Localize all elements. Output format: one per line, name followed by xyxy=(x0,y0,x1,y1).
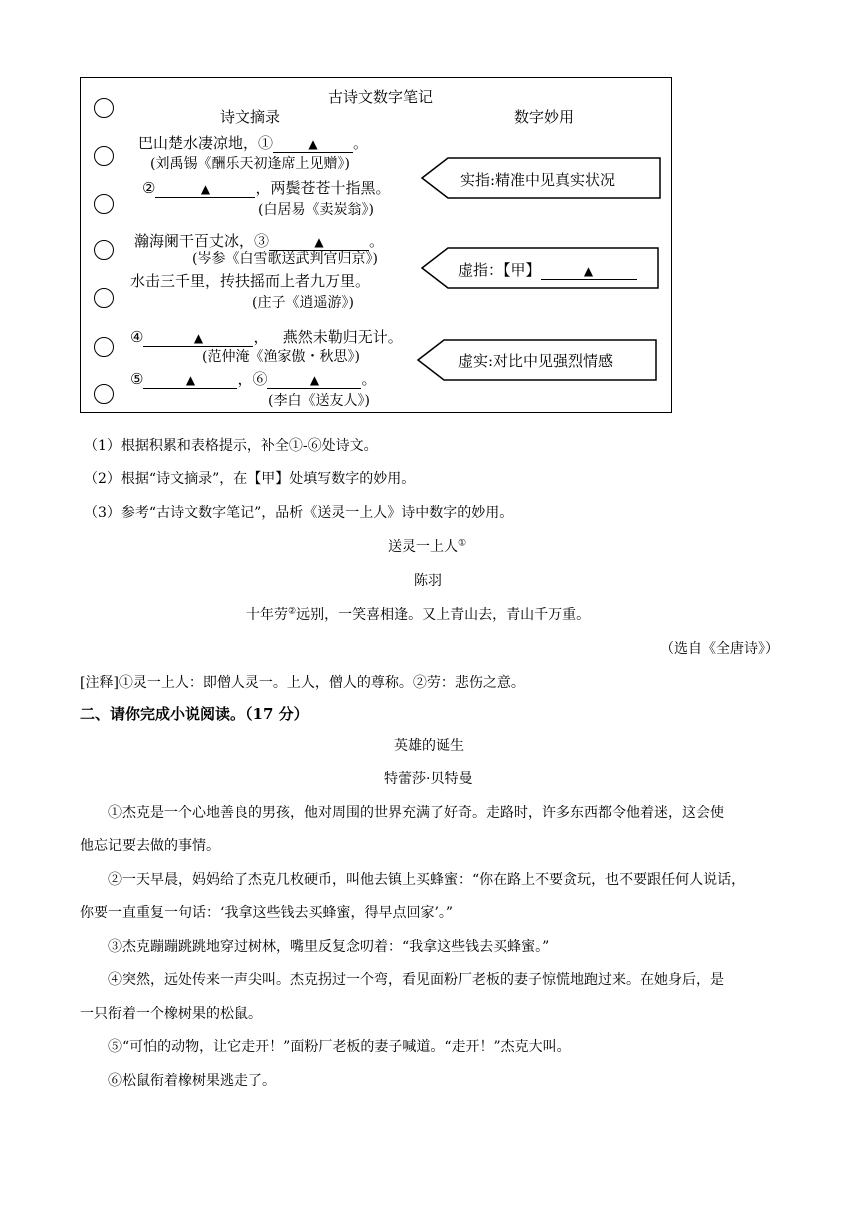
excerpt-line: ② ▲ ，两鬓苍苍十指黑。 xyxy=(142,179,391,197)
arrow-label-virtual: 虚指：【甲】 ▲ xyxy=(458,259,637,280)
poem-annotation: [注释]①灵一上人：即僧人灵一。上人，僧人的尊称。②劳：悲伤之意。 xyxy=(80,675,525,691)
question-2: （2）根据“诗文摘录”，在【甲】处填写数字的妙用。 xyxy=(84,471,416,487)
poem-author: 陈羽 xyxy=(414,573,442,589)
story-paragraph-2: ②一天早晨，妈妈给了杰克几枚硬币，叫他去镇上买蜂蜜：“你在路上不要贪玩，也不要跟任何人说话， xyxy=(108,872,746,888)
story-title: 英雄的诞生 xyxy=(394,738,464,754)
story-paragraph-3: ③杰克蹦蹦跳跳地穿过树林，嘴里反复念叨着：“我拿这些钱去买蜂蜜。” xyxy=(108,939,550,955)
section-heading: 二、请你完成小说阅读。（17 分） xyxy=(80,705,309,723)
excerpt-source: (岑参《白雪歌送武判官归京》) xyxy=(192,251,378,267)
excerpt-line: ④ ▲ ， 燕然未勒归无计。 xyxy=(130,328,403,346)
excerpt-source: (李白《送友人》) xyxy=(268,393,370,409)
excerpt-source: (庄子《逍遥游》) xyxy=(252,295,354,311)
story-paragraph-4: ④突然，远处传来一声尖叫。杰克拐过一个弯，看见面粉厂老板的妻子惊慌地跑过来。在她身后，是 xyxy=(108,972,724,988)
excerpt-line: 瀚海阑干百丈冰，③ ▲ 。 xyxy=(134,232,385,250)
poem-title: 送灵一上人① xyxy=(388,538,467,555)
arrow-box-shapes xyxy=(0,0,860,420)
excerpt-source: (范仲淹《渔家傲・秋思》) xyxy=(202,349,360,365)
story-paragraph-1: ①杰克是一个心地善良的男孩，他对周围的世界充满了好奇。走路时，许多东西都令他着迷，这会使 xyxy=(108,805,724,821)
col-left-header: 诗文摘录 xyxy=(220,108,281,126)
excerpt-line: ⑤ ▲ ，⑥ ▲ 。 xyxy=(130,370,377,388)
story-paragraph-4-cont: 一只衔着一个橡树果的松鼠。 xyxy=(80,1006,262,1022)
poem-body: 十年劳②远别，一笑喜相逢。又上青山去，青山千万重。 xyxy=(246,606,591,623)
col-right-header: 数字妙用 xyxy=(514,108,575,126)
arrow-label-real: 实指:精准中见真实状况 xyxy=(460,171,616,189)
story-paragraph-5: ⑤“可怕的动物，让它走开！”面粉厂老板的妻子喊道。“走开！”杰克大叫。 xyxy=(108,1039,571,1055)
story-paragraph-2-cont: 你要一直重复一句话：‘我拿这些钱去买蜂蜜，得早点回家’。” xyxy=(80,905,454,921)
poem-source: （选自《全唐诗》） xyxy=(660,641,779,657)
excerpt-source: (白居易《卖炭翁》) xyxy=(258,202,374,218)
excerpt-line: 巴山楚水凄凉地，① ▲ 。 xyxy=(138,134,369,152)
table-title: 古诗文数字笔记 xyxy=(328,88,434,106)
story-paragraph-1-cont: 他忘记要去做的事情。 xyxy=(80,838,220,854)
arrow-label-contrast: 虚实:对比中见强烈情感 xyxy=(458,352,614,370)
question-3: （3）参考“古诗文数字笔记”，品析《送灵一上人》诗中数字的妙用。 xyxy=(84,505,514,521)
excerpt-line: 水击三千里，抟扶摇而上者九万里。 xyxy=(130,272,371,290)
story-paragraph-6: ⑥松鼠衔着橡树果逃走了。 xyxy=(108,1073,276,1089)
excerpt-source: (刘禹锡《酬乐天初逢席上见赠》) xyxy=(150,156,350,172)
question-1: （1）根据积累和表格提示，补全①-⑥处诗文。 xyxy=(84,438,378,454)
story-author: 特蕾莎·贝特曼 xyxy=(384,771,473,787)
